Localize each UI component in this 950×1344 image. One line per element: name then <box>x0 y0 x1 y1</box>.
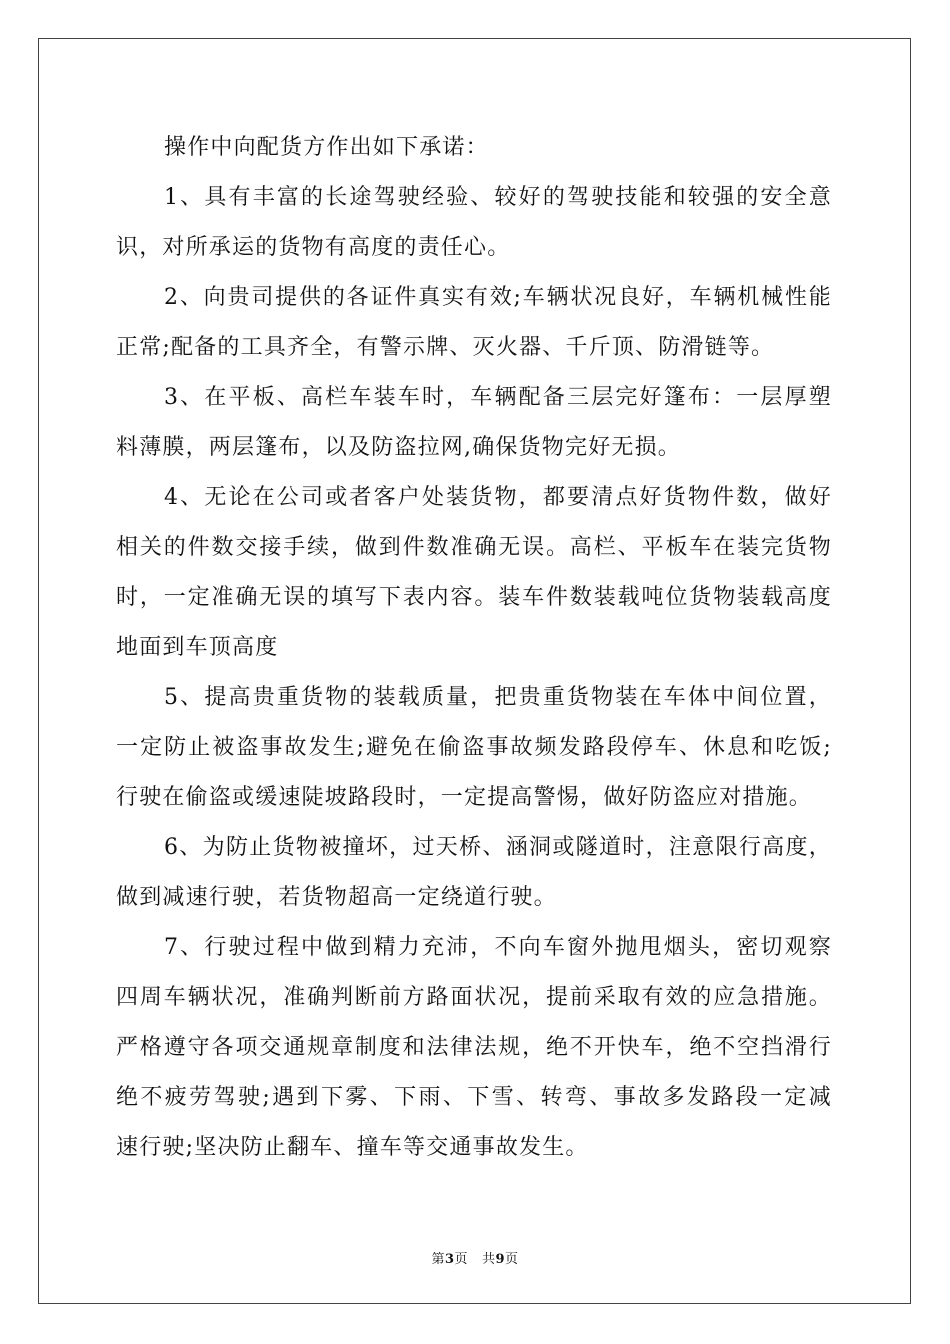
item-7-line-1: 7、行驶过程中做到精力充沛，不向车窗外抛甩烟头，密切观察 <box>164 935 832 960</box>
item-7-line-4: 绝不疲劳驾驶;遇到下雾、下雨、下雪、转弯、事故多发路段一定减 <box>116 1085 832 1110</box>
item-4-line-3: 时，一定准确无误的填写下表内容。装车件数装载吨位货物装载高度 <box>116 585 832 610</box>
item-3-line-2: 料薄膜，两层篷布，以及防盗拉网,确保货物完好无损。 <box>116 435 681 460</box>
item-4-line-1: 4、无论在公司或者客户处装货物，都要清点好货物件数，做好 <box>164 485 832 510</box>
item-7-line-5: 速行驶;坚决防止翻车、撞车等交通事故发生。 <box>116 1135 589 1160</box>
item-1-line-1: 1、具有丰富的长途驾驶经验、较好的驾驶技能和较强的安全意 <box>164 185 832 210</box>
item-3-line-1: 3、在平板、高栏车装车时，车辆配备三层完好篷布：一层厚塑 <box>164 385 832 410</box>
item-4-line-4: 地面到车顶高度 <box>116 635 279 660</box>
total-page-count: 9 <box>495 1252 506 1267</box>
item-6-line-1: 6、为防止货物被撞坏，过天桥、涵洞或隧道时，注意限行高度， <box>164 835 832 860</box>
page-footer <box>0 1248 950 1267</box>
item-7-line-3: 严格遵守各项交通规章制度和法律法规，绝不开快车，绝不空挡滑行 <box>116 1035 832 1060</box>
intro-line: 操作中向配货方作出如下承诺： <box>164 135 489 160</box>
item-1-line-2: 识，对所承运的货物有高度的责任心。 <box>116 235 511 260</box>
item-5-line-3: 行驶在偷盗或缓速陡坡路段时，一定提高警惕，做好防盗应对措施。 <box>116 785 813 810</box>
total-unit: 页 <box>505 1252 519 1267</box>
item-2-line-2: 正常;配备的工具齐全，有警示牌、灭火器、千斤顶、防滑链等。 <box>116 335 775 360</box>
item-4-line-2: 相关的件数交接手续，做到件数准确无误。高栏、平板车在装完货物 <box>116 535 832 560</box>
total-prefix: 共 <box>481 1252 496 1267</box>
document-body <box>116 128 832 1178</box>
item-5-line-2: 一定防止被盗事故发生;避免在偷盗事故频发路段停车、休息和吃饭; <box>116 735 832 760</box>
item-6-line-2: 做到减速行驶，若货物超高一定绕道行驶。 <box>116 885 557 910</box>
current-page-number: 3 <box>444 1252 455 1267</box>
item-5-line-1: 5、提高贵重货物的装载质量，把贵重货物装在车体中间位置， <box>164 685 832 710</box>
item-2-line-1: 2、向贵司提供的各证件真实有效;车辆状况良好，车辆机械性能 <box>164 285 832 310</box>
item-7-line-2: 四周车辆状况，准确判断前方路面状况，提前采取有效的应急措施。 <box>116 985 832 1010</box>
page-prefix: 第 <box>431 1252 445 1267</box>
page-unit: 页 <box>454 1252 469 1267</box>
